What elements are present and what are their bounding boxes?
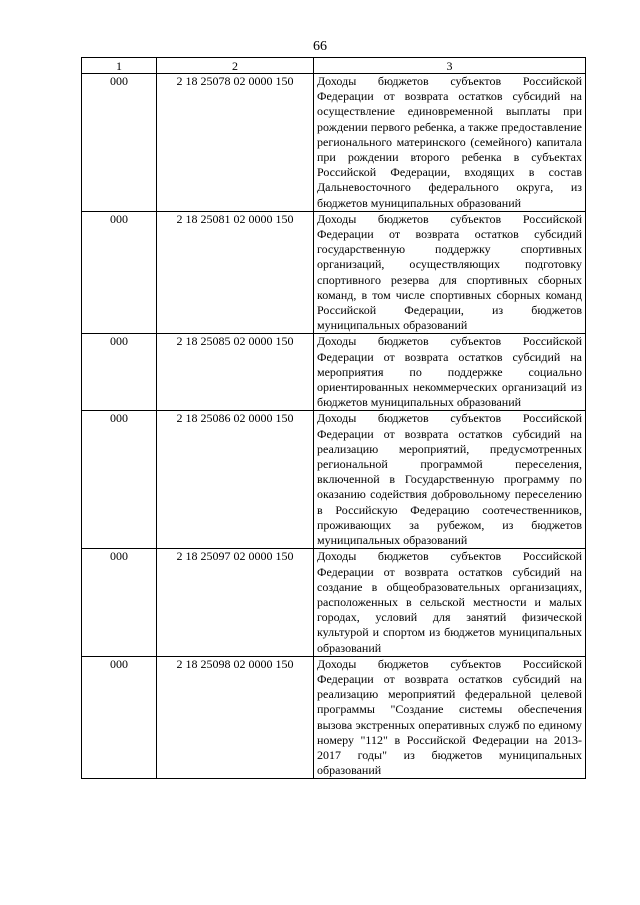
- column-header-2: 2: [157, 58, 314, 74]
- column-header-1: 1: [82, 58, 157, 74]
- budget-code-cell: 2 18 25081 02 0000 150: [157, 211, 314, 334]
- admin-code-cell: 000: [82, 411, 157, 549]
- budget-code-cell: 2 18 25086 02 0000 150: [157, 411, 314, 549]
- table-row: [82, 211, 586, 334]
- admin-code-cell: 000: [82, 74, 157, 212]
- table-row: [82, 334, 586, 411]
- table-header-row: [82, 58, 586, 74]
- table-row: [82, 411, 586, 549]
- table-row: [82, 549, 586, 656]
- revenue-name-cell: Доходы бюджетов субъектов Российской Федерации от возврата остатков субсидий государственную поддержку спортивных организаций, осуществляющих подготовку спортивного резерва для спортивных сборных команд, в том числе спортивных сборных команд Российской Федерации, из бюджетов муниципальных образований: [314, 211, 586, 334]
- revenue-name-cell: Доходы бюджетов субъектов Российской Федерации от возврата остатков субсидий на мероприятия по поддержке социально ориентированных некоммерческих организаций из бюджетов муниципальных образований: [314, 334, 586, 411]
- budget-code-cell: 2 18 25078 02 0000 150: [157, 74, 314, 212]
- table-row: [82, 74, 586, 212]
- revenue-name-cell: Доходы бюджетов субъектов Российской Федерации от возврата остатков субсидий на реализацию мероприятий федеральной целевой программы "Создание системы обеспечения вызова экстренных оперативных служб по единому номеру "112" в Российской Федерации на 2013-2017 годы" из бюджетов муниципальных образований: [314, 656, 586, 779]
- table-row: [82, 656, 586, 779]
- budget-classification-table: [81, 57, 586, 779]
- admin-code-cell: 000: [82, 549, 157, 656]
- budget-code-cell: 2 18 25085 02 0000 150: [157, 334, 314, 411]
- budget-code-cell: 2 18 25098 02 0000 150: [157, 656, 314, 779]
- column-header-3: 3: [314, 58, 586, 74]
- admin-code-cell: 000: [82, 334, 157, 411]
- revenue-name-cell: Доходы бюджетов субъектов Российской Федерации от возврата остатков субсидий на создание в общеобразовательных организациях, расположенных в сельской местности и малых городах, условий для занятий физической культурой и спортом из бюджетов муниципальных образований: [314, 549, 586, 656]
- revenue-name-cell: Доходы бюджетов субъектов Российской Федерации от возврата остатков субсидий на реализацию мероприятий, предусмотренных региональной программой переселения, включенной в Государственную программу по оказанию содействия добровольному переселению в Российскую Федерацию соотечественников, проживающих за рубежом, из бюджетов муниципальных образований: [314, 411, 586, 549]
- page-number: 66: [313, 39, 327, 54]
- revenue-name-cell: Доходы бюджетов субъектов Российской Федерации от возврата остатков субсидий на осуществление единовременной выплаты при рождении первого ребенка, а также предоставление регионального материнского (семейного) капитала при рождении второго ребенка в субъектах Российской Федерации, входящих в состав Дальневосточного федерального округа, из бюджетов муниципальных образований: [314, 74, 586, 212]
- budget-code-cell: 2 18 25097 02 0000 150: [157, 549, 314, 656]
- admin-code-cell: 000: [82, 211, 157, 334]
- admin-code-cell: 000: [82, 656, 157, 779]
